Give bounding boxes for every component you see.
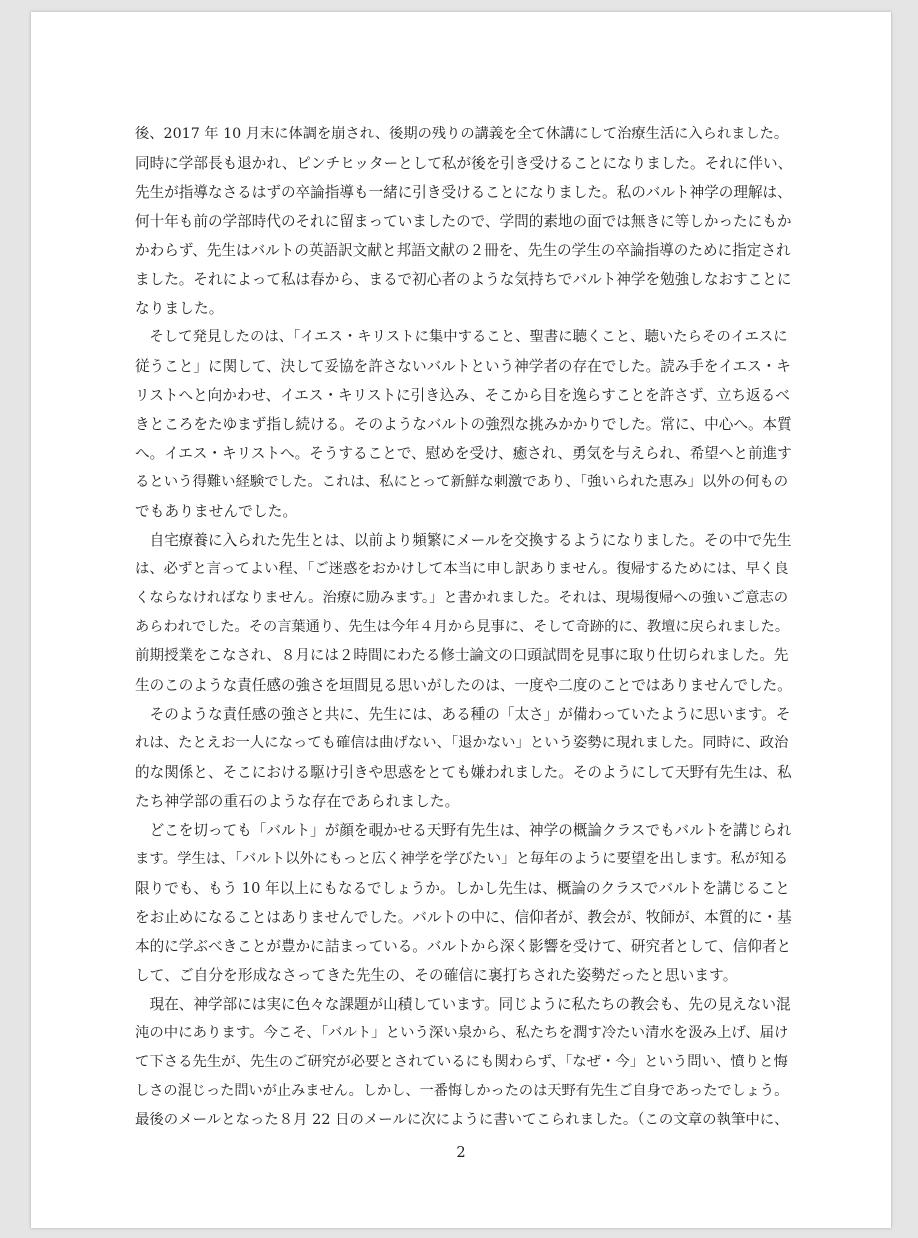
text-line: 何十年も前の学部時代のそれに留まっていましたので、学問的素地の面では無きに等しかったにもか: [135, 213, 792, 230]
text-line: そのような責任感の強さと共に、先生には、ある種の「太さ」が備わっていたように思います。そ: [135, 706, 791, 723]
text-line: して、ご自分を形成なさってきた先生の、その確信に裏打ちされた姿勢だったと思います。: [135, 967, 738, 984]
text-line: て下さる先生が、先生のご研究が必要とされているにも関わらず、「なぜ・今」という問い、憤りと悔: [135, 1054, 788, 1070]
text-line: へ。イエス・キリストへ。そうすることで、慰めを受け、癒され、勇気を与えられ、希望へと前進す: [135, 445, 792, 462]
text-line: しさの混じった問いが止みません。しかし、一番悔しかったのは天野有先生ご自身であったでしょう。: [135, 1083, 789, 1099]
text-line: 生のこのような責任感の強さを垣間見る思いがしたのは、一度や二度のことではありませんでした。: [135, 677, 792, 694]
text-line: あらわれでした。その言葉通り、先生は今年４月から見事に、そして奇跡的に、教壇に戻られました。: [135, 619, 790, 635]
text-line: 自宅療養に入られた先生とは、以前より頻繁にメールを交換するようになりました。その中で先生: [135, 532, 792, 549]
text-line: でもありませんでした。: [135, 503, 298, 520]
text-line: は、必ずと言ってよい程、「ご迷惑をおかけして本当に申し訳ありません。復帰するためには、早く良: [135, 561, 789, 577]
text-line: 前期授業をこなされ、８月には２時間にわたる修士論文の口頭試問を見事に取り仕切られました。先: [135, 648, 789, 664]
text-line: 先生が指導なさるはずの卒論指導も一緒に引き受けることになりました。私のバルト神学の理解は、: [135, 184, 792, 201]
text-line: 最後のメールとなった８月 22 日のメールに次にように書いてこられました。（この文章の執筆中に、: [135, 1112, 789, 1128]
text-line: かわらず、先生はバルトの英語訳文献と邦語文献の２冊を、先生の学生の卒論指導のために指定され: [135, 242, 791, 259]
text-line: 的な関係と、そこにおける駆け引きや思惑をとても嫌われました。そのようにして天野有先生は、私: [135, 764, 792, 781]
text-line: をお止めになることはありませんでした。バルトの中に、信仰者が、教会が、牧師が、本質的に・基: [135, 909, 792, 926]
text-line: 現在、神学部には実に色々な課題が山積しています。同じように私たちの教会も、先の見えない混: [135, 996, 791, 1013]
text-line: 従うこと」に関して、決して妥協を許さないバルトという神学者の存在でした。読み手をイエス・キ: [135, 358, 791, 375]
text-line: ます。学生は、「バルト以外にもっと広く神学を学びたい」と毎年のように要望を出します。私が知る: [135, 851, 789, 867]
text-line: リストへと向かわせ、イエス・キリストに引き込み、そこから目を逸らすことを許さず、立ち返るべ: [135, 387, 790, 404]
text-line: 後、2017 年 10 月末に体調を崩され、後期の残りの講義を全て休講にして治療生活に入られました。: [135, 126, 789, 142]
page-number: 2: [456, 1144, 466, 1161]
text-line: ました。それによって私は春から、まるで初心者のような気持ちでバルト神学を勉強しなおすことに: [135, 271, 792, 288]
text-line: くならなければなりません。治療に励みます。」と書かれました。それは、現場復帰への強いご意志の: [135, 590, 789, 606]
text-line: どこを切っても「バルト」が顔を覗かせる天野有先生は、神学の概論クラスでもバルトを講じられ: [135, 822, 792, 839]
text-line: 沌の中にあります。今こそ、「バルト」という深い泉から、私たちを潤す冷たい清水を汲み上げ、届け: [135, 1025, 789, 1041]
body-text: [135, 120, 792, 1135]
document-page: [31, 12, 891, 1228]
text-line: たち神学部の重石のような存在であられました。: [135, 793, 460, 810]
text-line: れは、たとえお一人になっても確信は曲げない、「退かない」という姿勢に現れました。同時に、政治: [135, 735, 789, 751]
text-line: 本的に学ぶべきことが豊かに詰まっている。バルトから深く影響を受けて、研究者として、信仰者と: [135, 938, 792, 955]
text-line: きところをたゆまず指し続ける。そのようなバルトの強烈な挑みかかりでした。常に、中心へ。本質: [135, 416, 792, 433]
text-line: るという得難い経験でした。これは、私にとって新鮮な刺激であり、「強いられた恵み」以外の何もの: [135, 474, 789, 490]
text-line: 同時に学部長も退かれ、ピンチヒッターとして私が後を引き受けることになりました。それに伴い、: [135, 155, 792, 172]
text-line: そして発見したのは、「イエス・キリストに集中すること、聖書に聴くこと、聴いたらそのイエスに: [135, 329, 788, 345]
text-line: 限りでも、もう 10 年以上にもなるでしょうか。しかし先生は、概論のクラスでバルトを講じること: [135, 880, 790, 897]
text-line: なりました。: [135, 300, 224, 317]
